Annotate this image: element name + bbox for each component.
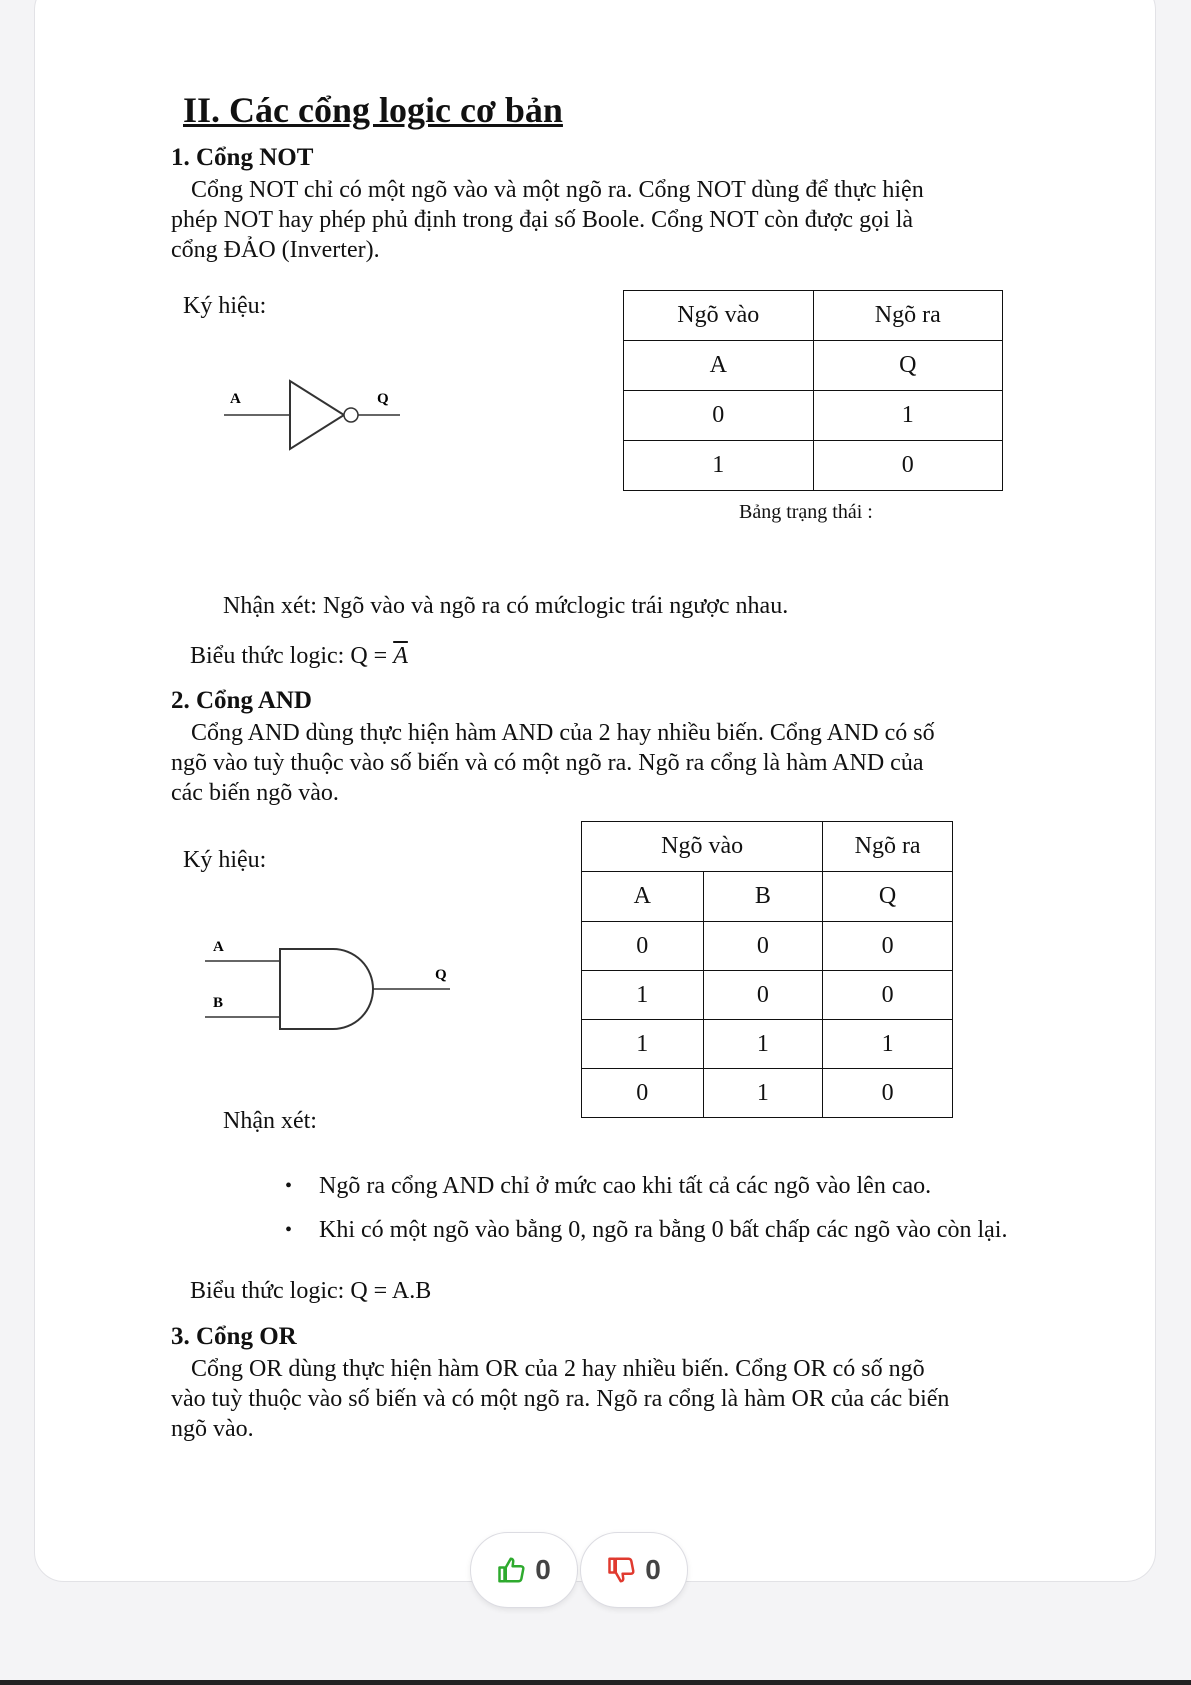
table-var: Q <box>813 341 1003 391</box>
and-remark-label: Nhận xét: <box>223 1108 317 1134</box>
table-var: A <box>624 341 814 391</box>
or-desc-line: Cổng OR dùng thực hiện hàm OR của 2 hay nhiều biến. Cổng OR có số ngõ <box>191 1356 925 1382</box>
not-desc-line: Cổng NOT chỉ có một ngõ vào và một ngõ ra. Cổng NOT dùng để thực hiện <box>191 177 924 203</box>
thumbs-down-icon <box>607 1555 637 1585</box>
thumbs-up-icon <box>497 1555 527 1585</box>
like-count: 0 <box>535 1554 551 1585</box>
truth-table-caption: Bảng trạng thái : <box>739 501 873 523</box>
table-cell: 1 <box>624 441 814 491</box>
and-gate-diagram <box>205 931 465 1041</box>
table-cell: 1 <box>582 1020 704 1069</box>
table-cell: 1 <box>813 391 1003 441</box>
table-cell: 0 <box>823 1069 953 1118</box>
list-item: • Khi có một ngõ vào bằng 0, ngõ ra bằng 0 bất chấp các ngõ vào còn lại. <box>285 1215 1075 1245</box>
not-gate-triangle <box>290 381 344 449</box>
table-cell: 0 <box>813 441 1003 491</box>
not-symbol-label: Ký hiệu: <box>183 293 267 319</box>
table-cell: 1 <box>703 1020 823 1069</box>
table-var: Q <box>823 872 953 922</box>
expr-negated-var: $\overline{A}$ <box>393 643 408 669</box>
and-remark-list <box>285 1171 1075 1259</box>
table-cell: 0 <box>582 1069 704 1118</box>
table-header: Ngõ ra <box>813 291 1003 341</box>
and-description <box>171 718 935 808</box>
list-item: • Ngõ ra cổng AND chỉ ở mức cao khi tất cả các ngõ vào lên cao. <box>285 1171 1075 1201</box>
document-content <box>35 0 1155 1581</box>
table-header: Ngõ vào <box>624 291 814 341</box>
and-desc-line: ngõ vào tuỳ thuộc vào số biến và có một ngõ ra. Ngõ ra cổng là hàm AND của <box>171 750 924 776</box>
and-output-label: Q <box>435 967 447 983</box>
not-remark: Nhận xét: Ngõ vào và ngõ ra có mứclogic trái ngược nhau. <box>223 593 789 619</box>
and-desc-line: các biến ngõ vào. <box>171 780 339 806</box>
table-cell: 0 <box>703 971 823 1020</box>
bottom-divider <box>0 1680 1191 1685</box>
table-cell: 1 <box>703 1069 823 1118</box>
not-input-label: A <box>230 391 241 407</box>
and-input-b-label: B <box>213 995 224 1011</box>
dislike-count: 0 <box>645 1554 661 1585</box>
not-expression <box>190 641 408 671</box>
table-cell: 0 <box>703 922 823 971</box>
not-heading: 1. Cổng NOT <box>171 144 314 171</box>
table-cell: 0 <box>582 922 704 971</box>
table-cell: 0 <box>624 391 814 441</box>
table-cell: 0 <box>823 922 953 971</box>
not-desc-line: phép NOT hay phép phủ định trong đại số Boole. Cổng NOT còn được gọi là <box>171 207 914 233</box>
and-symbol-label: Ký hiệu: <box>183 847 267 873</box>
table-header: Ngõ vào <box>582 822 823 872</box>
and-expression: Biểu thức logic: Q = A.B <box>190 1278 432 1304</box>
and-heading: 2. Cổng AND <box>171 687 312 714</box>
not-description <box>171 175 924 265</box>
table-cell: 0 <box>823 971 953 1020</box>
table-var: A <box>582 872 704 922</box>
table-var: B <box>703 872 823 922</box>
not-gate-diagram <box>220 373 430 458</box>
or-desc-line: ngõ vào. <box>171 1416 254 1442</box>
and-gate-body <box>280 949 373 1029</box>
table-header: Ngõ ra <box>823 822 953 872</box>
not-desc-line: cổng ĐẢO (Inverter). <box>171 237 380 263</box>
vote-bar <box>470 1532 690 1608</box>
like-button[interactable] <box>470 1532 578 1608</box>
and-desc-line: Cổng AND dùng thực hiện hàm AND của 2 hay nhiều biến. Cổng AND có số <box>191 720 935 746</box>
table-cell: 1 <box>582 971 704 1020</box>
or-heading: 3. Cổng OR <box>171 1323 297 1350</box>
expr-prefix: Biểu thức logic: Q = <box>190 643 394 669</box>
or-description <box>171 1354 949 1444</box>
not-output-label: Q <box>377 391 389 407</box>
not-gate-bubble <box>344 408 358 422</box>
not-truth-table <box>623 290 1003 491</box>
table-cell: 1 <box>823 1020 953 1069</box>
and-input-a-label: A <box>213 939 224 955</box>
and-truth-table <box>581 821 953 1118</box>
dislike-button[interactable] <box>580 1532 688 1608</box>
page-title: II. Các cổng logic cơ bản <box>183 90 563 130</box>
document-card <box>34 0 1156 1582</box>
or-desc-line: vào tuỳ thuộc vào số biến và có một ngõ ra. Ngõ ra cổng là hàm OR của các biến <box>171 1386 950 1412</box>
